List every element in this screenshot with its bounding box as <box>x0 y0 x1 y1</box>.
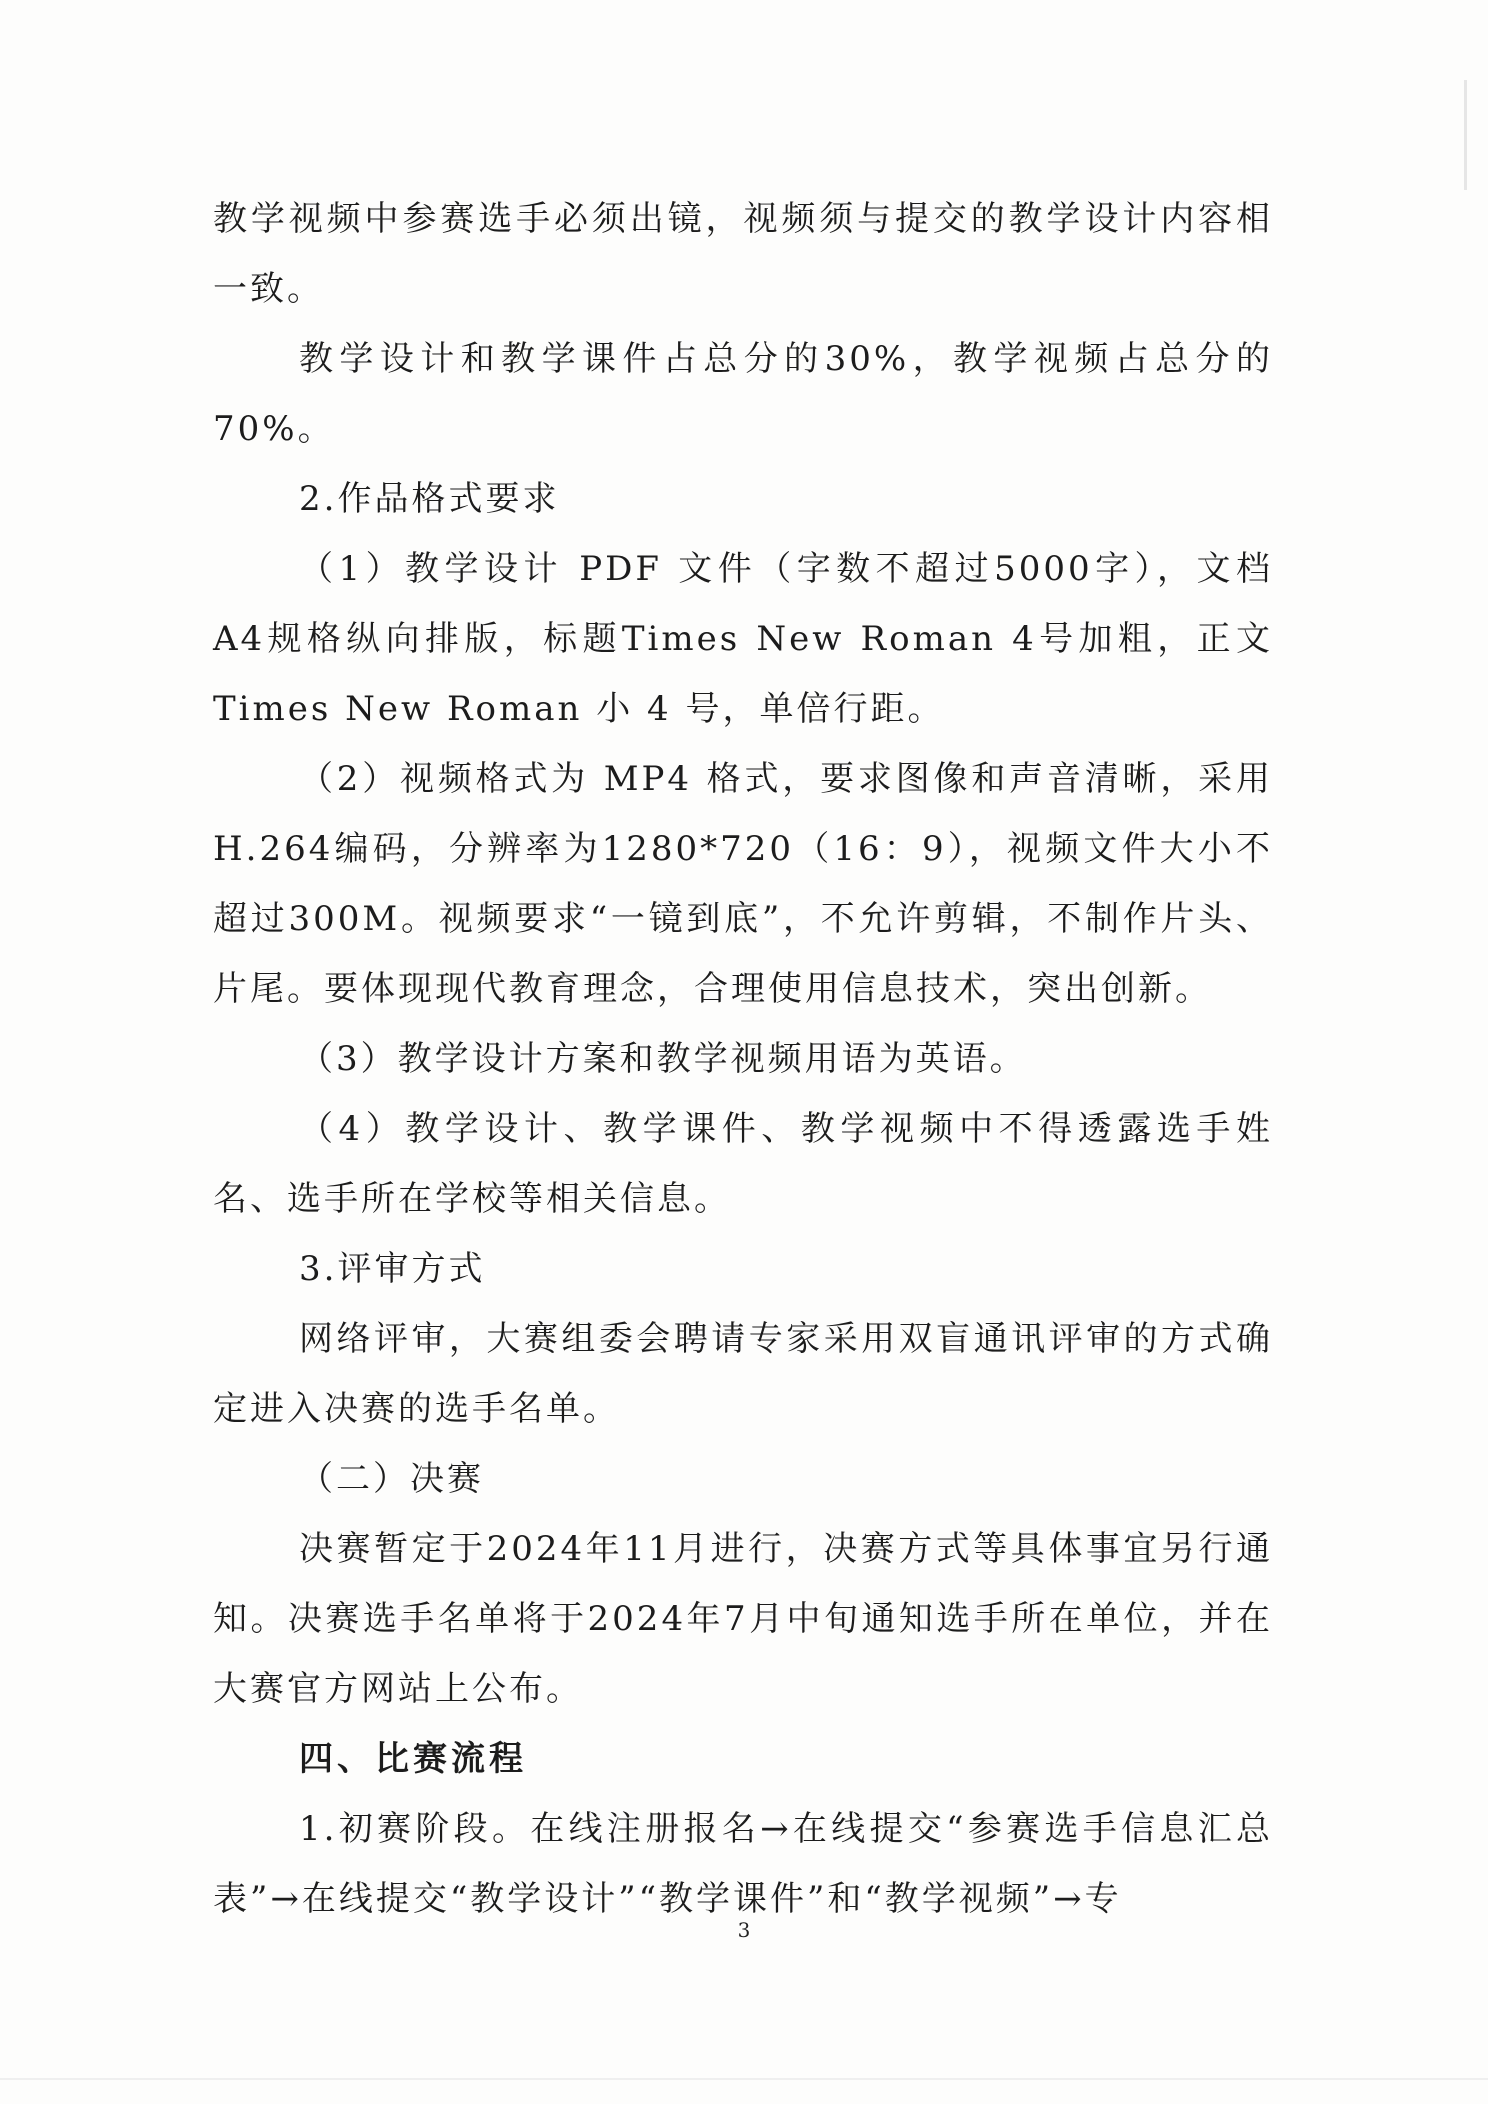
final-round-heading: （二）决赛 <box>299 1459 484 1499</box>
format-requirements-heading: 2.作品格式要求 <box>299 479 560 519</box>
section-heading-competition-process: 四、比赛流程 <box>299 1739 527 1779</box>
paragraph-review-body: 网络评审，大赛组委会聘请专家采用双盲通讯评审的方式确定进入决赛的选手名单。 <box>213 1319 1273 1429</box>
paragraph-format-4: （4）教学设计、教学课件、教学视频中不得透露选手姓名、选手所在学校等相关信息。 <box>213 1109 1273 1219</box>
scan-edge-mark <box>0 2078 1488 2080</box>
paragraph-process-1: 1.初赛阶段。在线注册报名→在线提交“参赛选手信息汇总表”→在线提交“教学设计”“教学课件”和“教学视频”→专 <box>213 1809 1273 1919</box>
scan-edge-mark <box>1464 80 1467 190</box>
paragraph-video-presence: 教学视频中参赛选手必须出镜，视频须与提交的教学设计内容相一致。 <box>213 199 1273 309</box>
paragraph-final-body: 决赛暂定于2024年11月进行，决赛方式等具体事宜另行通知。决赛选手名单将于2024年7月中旬通知选手所在单位，并在大赛官方网站上公布。 <box>213 1529 1273 1709</box>
paragraph-format-3: （3）教学设计方案和教学视频用语为英语。 <box>299 1039 1027 1079</box>
page-number: 3 <box>737 1918 751 1942</box>
paragraph-score-ratio: 教学设计和教学课件占总分的30%，教学视频占总分的70%。 <box>213 339 1273 449</box>
paragraph-format-2: （2）视频格式为 MP4 格式，要求图像和声音清晰，采用H.264编码，分辨率为1280*720（16：9），视频文件大小不超过300M。视频要求“一镜到底”，不允许剪辑，不制作片头、片尾。要体现现代教育理念，合理使用信息技术，突出创新。 <box>213 759 1273 1009</box>
review-method-heading: 3.评审方式 <box>299 1249 486 1289</box>
document-body <box>213 184 1273 1934</box>
paragraph-format-1: （1）教学设计 PDF 文件（字数不超过5000字），文档 A4规格纵向排版，标题Times New Roman 4号加粗，正文Times New Roman 小 4 号，单倍行距。 <box>213 549 1273 729</box>
